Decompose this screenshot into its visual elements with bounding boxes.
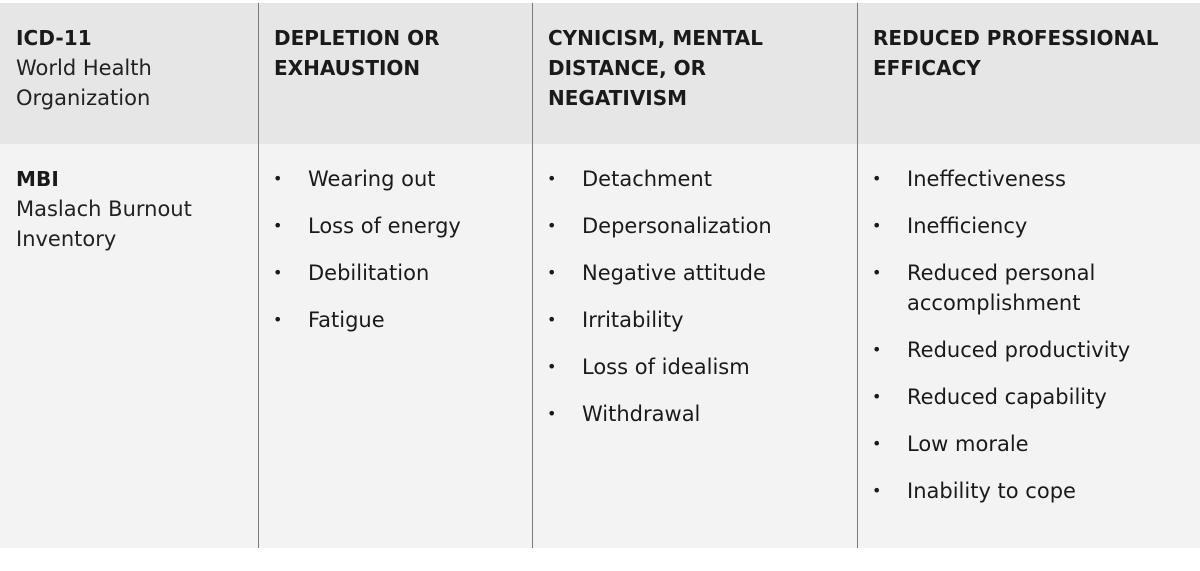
bullet-icon: • (872, 263, 882, 282)
efficacy-list (858, 144, 1200, 506)
body-row-label-cell (0, 144, 258, 548)
bullet-icon: • (273, 310, 283, 329)
list-item: • Loss of idealism (547, 352, 845, 382)
list-item: • Reduced capability (872, 382, 1188, 412)
list-item: • Withdrawal (547, 399, 845, 429)
list-item: • Inefficiency (872, 211, 1188, 241)
list-item: • Fatigue (273, 305, 520, 335)
column-title-depletion: DEPLETION OR EXHAUSTION (274, 26, 440, 80)
mbi-code: MBI (16, 167, 59, 191)
bullet-icon: • (872, 340, 882, 359)
header-cynicism (532, 3, 857, 144)
bullet-icon: • (547, 357, 557, 376)
header-efficacy (857, 3, 1200, 144)
column-title-cynicism: CYNICISM, MENTAL DISTANCE, OR NEGATIVISM (548, 26, 763, 110)
list-item: • Wearing out (273, 164, 520, 194)
bullet-icon: • (273, 216, 283, 235)
bullet-icon: • (273, 263, 283, 282)
list-item: • Ineffectiveness (872, 164, 1188, 194)
burnout-comparison-table (0, 3, 1200, 548)
bullet-icon: • (547, 263, 557, 282)
list-item: • Detachment (547, 164, 845, 194)
bullet-icon: • (872, 216, 882, 235)
bullet-icon: • (872, 169, 882, 188)
body-efficacy-cell (857, 144, 1200, 548)
list-item: • Debilitation (273, 258, 520, 288)
bullet-icon: • (547, 404, 557, 423)
column-title-efficacy: REDUCED PROFESSIONAL EFFICACY (873, 26, 1159, 80)
list-item: • Irritability (547, 305, 845, 335)
icd-organization: World Health Organization (16, 56, 152, 110)
list-item: • Low morale (872, 429, 1188, 459)
header-depletion (258, 3, 532, 144)
bullet-icon: • (273, 169, 283, 188)
bullet-icon: • (872, 481, 882, 500)
list-item: • Reduced productivity (872, 335, 1188, 365)
list-item: • Depersonalization (547, 211, 845, 241)
body-depletion-cell (258, 144, 532, 548)
list-item: • Loss of energy (273, 211, 520, 241)
mbi-name: Maslach Burnout Inventory (16, 197, 192, 251)
list-item: • Inability to cope (872, 476, 1188, 506)
list-item: • Reduced personal accomplishment (872, 258, 1188, 318)
bullet-icon: • (547, 310, 557, 329)
icd-code: ICD-11 (16, 26, 92, 50)
body-cynicism-cell (532, 144, 857, 548)
list-item: • Negative attitude (547, 258, 845, 288)
bullet-icon: • (547, 169, 557, 188)
header-row-label-cell (0, 3, 258, 144)
depletion-list (259, 144, 532, 335)
bullet-icon: • (872, 434, 882, 453)
bullet-icon: • (872, 387, 882, 406)
cynicism-list (533, 144, 857, 429)
bullet-icon: • (547, 216, 557, 235)
